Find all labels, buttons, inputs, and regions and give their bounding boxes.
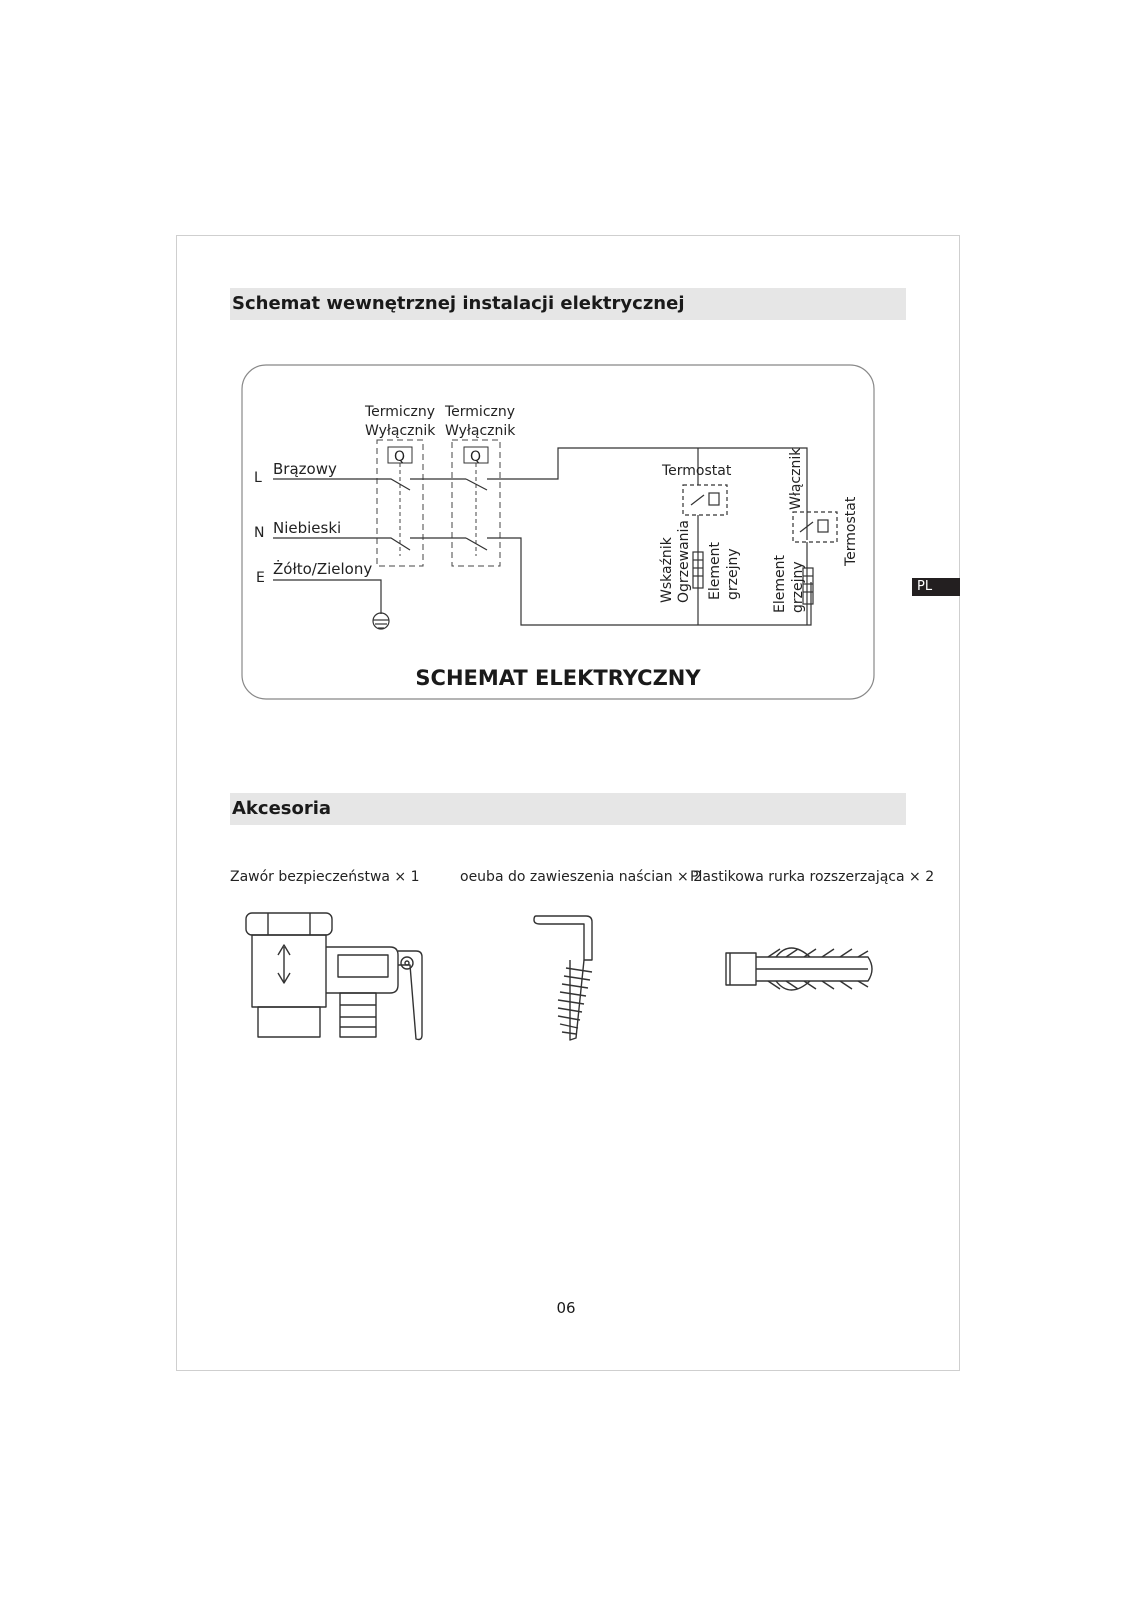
- breaker-1-q: Q: [394, 449, 406, 465]
- wiring-section-title: Schemat wewnętrznej instalacji elektrycznej: [230, 288, 906, 320]
- switch-label: Włącznik: [788, 447, 804, 510]
- terminal-l: L: [254, 470, 262, 486]
- breaker-1-label-line1: Termiczny: [365, 404, 436, 420]
- page-number: 06: [556, 1299, 576, 1317]
- hook-screw-icon: [530, 910, 610, 1050]
- diagram-title: SCHEMAT ELEKTRYCZNY: [415, 666, 701, 690]
- wire-e-label: Żółto/Zielony: [273, 560, 373, 578]
- language-badge: PL: [912, 578, 960, 596]
- heater-1-label-line1: Element: [707, 542, 723, 600]
- terminal-e: E: [256, 570, 265, 586]
- accessory-label-hook-screw: oeuba do zawieszenia naścian × 2: [460, 869, 703, 885]
- wire-n-label: Niebieski: [273, 519, 342, 537]
- accessory-label-safety-valve: Zawór bezpieczeństwa × 1: [230, 869, 420, 885]
- safety-valve-icon: [240, 905, 430, 1045]
- heater-1-label-line2: grzejny: [725, 548, 741, 600]
- accessories-section-title: Akcesoria: [230, 793, 906, 825]
- indicator-label-line2: Ogrzewania: [676, 520, 692, 603]
- wiring-diagram: [0, 0, 1132, 760]
- indicator-label-line1: Wskaźnik: [659, 537, 675, 603]
- breaker-1-label-line2: Wyłącznik: [365, 423, 436, 439]
- breaker-2-label-line1: Termiczny: [445, 404, 516, 420]
- accessory-label-wall-plug: Plastikowa rurka rozszerzająca × 2: [690, 869, 935, 885]
- thermostat-2-label: Termostat: [843, 496, 859, 566]
- wire-l-label: Brązowy: [273, 460, 337, 478]
- wall-plug-icon: [720, 935, 880, 1005]
- thermostat-1-label: Termostat: [662, 463, 732, 479]
- breaker-2-label-line2: Wyłącznik: [445, 423, 516, 439]
- earth-wire: [273, 580, 389, 629]
- heater-2-label-line1: Element: [772, 555, 788, 613]
- heater-2-label-line2: grzejny: [790, 561, 806, 613]
- breaker-2-q: Q: [470, 449, 482, 465]
- terminal-n: N: [254, 525, 265, 541]
